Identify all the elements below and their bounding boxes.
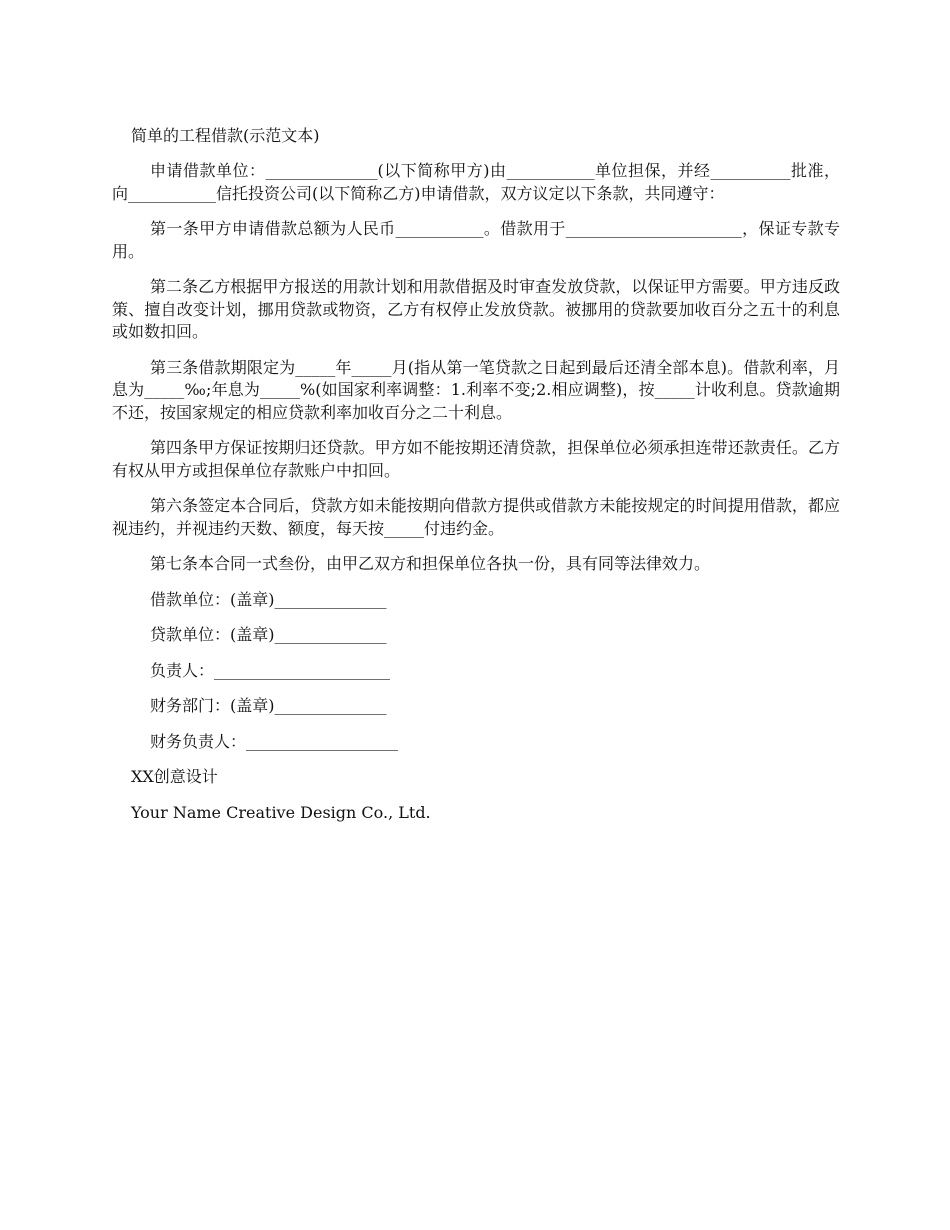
paragraph-article-1: 第一条甲方申请借款总额为人民币___________。借款用于______________________，保证专款专用。: [112, 219, 840, 261]
signature-responsible-person: 负责人：______________________: [150, 660, 391, 680]
signature-borrower: 借款单位：(盖章)______________: [150, 589, 387, 609]
footer-company-en: Your Name Creative Design Co., Ltd.: [131, 802, 431, 822]
paragraph-applicant: 申请借款单位：______________(以下简称甲方)由___________单位担保，并经__________批准，向___________信托投资公司(以下简称乙方)申请借款，双方议定以下条款，共同遵守：: [112, 161, 840, 203]
signature-finance-department: 财务部门：(盖章)______________: [150, 696, 387, 715]
footer-company-cn: XX创意设计: [131, 767, 218, 786]
paragraph-article-3: 第三条借款期限定为_____年_____月(指从第一笔贷款之日起到最后还清全部本息)。借款利率，月息为_____‰;年息为_____%(如国家利率调整：1.利率不变;2.相应调整)，按_____计收利息。贷款逾期不还，按国家规定的相应贷款利率加收百分之二十利息。: [112, 357, 840, 422]
document-title: 简单的工程借款(示范文本): [131, 126, 320, 145]
signature-finance-head: 财务负责人：___________________: [150, 731, 399, 751]
paragraph-article-4: 第四条甲方保证按期归还贷款。甲方如不能按期还清贷款，担保单位必须承担连带还款责任。乙方有权从甲方或担保单位存款账户中扣回。: [112, 438, 840, 480]
signature-lender: 贷款单位：(盖章)______________: [150, 625, 387, 644]
document-body: [112, 125, 840, 837]
paragraph-article-2: 第二条乙方根据甲方报送的用款计划和用款借据及时审查发放贷款，以保证甲方需要。甲方违反政策、擅自改变计划，挪用贷款或物资，乙方有权停止发放贷款。被挪用的贷款要加收百分之五十的利息或如数扣回。: [112, 277, 840, 341]
paragraph-article-6: 第六条签定本合同后，贷款方如未能按期向借款方提供或借款方未能按规定的时间提用借款，都应视违约，并视违约天数、额度，每天按_____付违约金。: [112, 496, 840, 538]
paragraph-article-7: 第七条本合同一式叁份，由甲乙双方和担保单位各执一份，具有同等法律效力。: [150, 554, 711, 573]
